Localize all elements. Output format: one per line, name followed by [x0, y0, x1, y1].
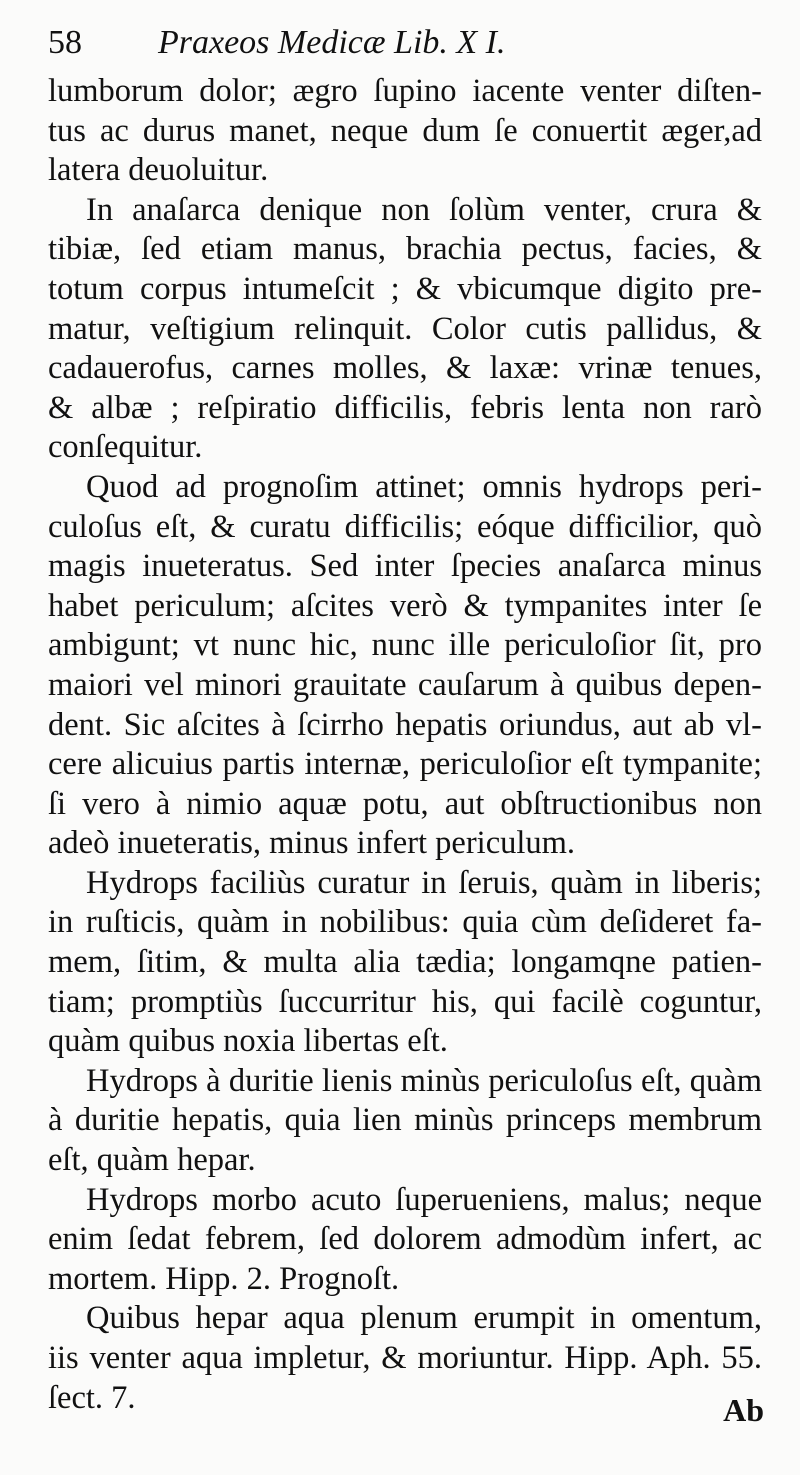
text-line: ambigunt; vt nunc hic, nunc ille periculoſior ſit, pro — [48, 627, 762, 664]
text-line: adeò inueteratis, minus infert periculum. — [48, 825, 576, 862]
text-line: maiori vel minori grauitate cauſarum à quibus depen- — [48, 666, 762, 703]
text-line: tibiæ, ſed etiam manus, brachia pectus, facies, & — [48, 231, 762, 268]
text-line: Hydrops faciliùs curatur in ſeruis, quàm in liberis; — [86, 864, 762, 901]
text-line: latera deuoluitur. — [48, 152, 269, 189]
page-number: 58 — [48, 24, 82, 61]
catchword: Ab — [723, 1392, 764, 1428]
text-line: Quod ad prognoſim attinet; omnis hydrops peri- — [86, 468, 762, 505]
text-line: à duritie hepatis, quia lien minùs princeps membrum — [48, 1102, 762, 1139]
text-line: in ruſticis, quàm in nobilibus: quia cùm deſideret fa- — [48, 904, 762, 941]
text-line: conſequitur. — [48, 429, 203, 466]
text-line: mem, ſitim, & multa alia tædia; longamqne patien- — [48, 944, 762, 981]
text-line: & albæ ; reſpiratio difficilis, febris lenta non rarò — [48, 389, 762, 426]
text-line: quàm quibus noxia libertas eſt. — [48, 1023, 448, 1060]
text-line: Hydrops à duritie lienis minùs periculoſus eſt, quàm — [86, 1062, 762, 1099]
text-line: totum corpus intumeſcit ; & vbicumque digito pre- — [48, 270, 762, 307]
text-line: enim ſedat febrem, ſed dolorem admodùm infert, ac — [48, 1221, 762, 1258]
text-line: mortem. Hipp. 2. Prognoſt. — [48, 1260, 400, 1297]
page-header — [48, 24, 762, 72]
text-line: Quibus hepar aqua plenum erumpit in omentum, — [86, 1300, 762, 1337]
body-text — [48, 72, 762, 1418]
text-line: tus ac durus manet, neque dum ſe conuertit æger,ad — [48, 112, 762, 149]
text-line: eſt, quàm hepar. — [48, 1142, 256, 1179]
text-line: ſi vero à nimio aquæ potu, aut obſtructionibus non — [48, 785, 762, 822]
text-line: matur, veſtigium relinquit. Color cutis pallidus, & — [48, 310, 762, 347]
text-line: cere alicuius partis internæ, periculoſior eſt tympanite; — [48, 746, 762, 783]
text-line: iis venter aqua impletur, & moriuntur. Hipp. Aph. 55. — [48, 1340, 762, 1376]
text-line: Hydrops morbo acuto ſuperueniens, malus; neque — [86, 1181, 762, 1218]
text-line: lumborum dolor; ægro ſupino iacente venter diſten- — [48, 73, 762, 109]
text-line: magis inueteratus. Sed inter ſpecies anaſarca minus — [48, 548, 762, 585]
text-line: dent. Sic aſcites à ſcirrho hepatis oriundus, aut ab vl- — [48, 706, 762, 743]
text-line: cadauerofus, carnes molles, & laxæ: vrinæ tenues, — [48, 350, 762, 387]
running-title: Praxeos Medicæ Lib. X I. — [158, 24, 506, 61]
text-line: habet periculum; aſcites verò & tympanites inter ſe — [48, 587, 762, 624]
text-line: ſect. 7. — [48, 1379, 136, 1416]
text-line: tiam; promptiùs ſuccurritur his, qui facilè coguntur, — [48, 983, 762, 1020]
text-line: In anaſarca denique non ſolùm venter, crura & — [86, 191, 762, 228]
text-line: culoſus eſt, & curatu difficilis; eóque difficilior, quò — [48, 508, 762, 545]
